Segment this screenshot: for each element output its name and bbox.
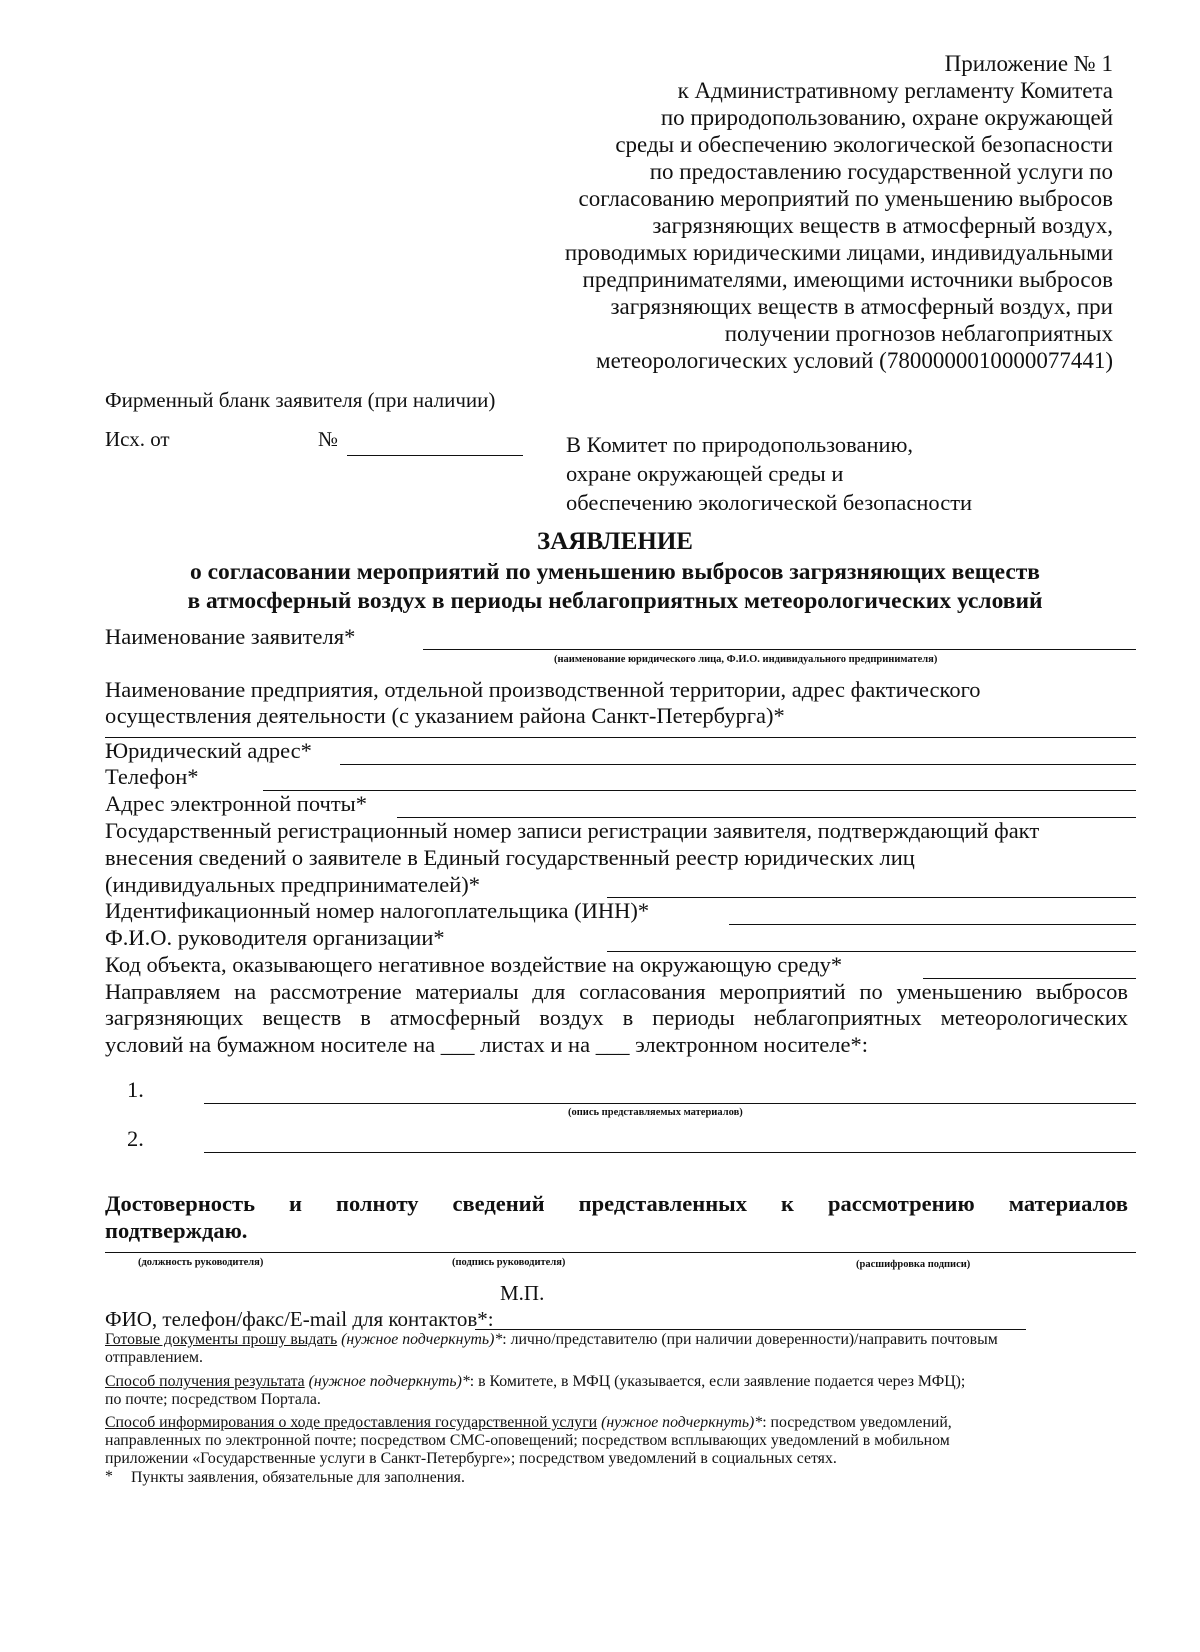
result-method-options[interactable]: : в Комитете, в МФЦ (указывается, если заявление подается через МФЦ); — [469, 1373, 966, 1390]
inform-method-options-cont[interactable]: направленных по электронной почте; посредством СМС-оповещений; посредством всплывающих уведомлений в мобильном — [105, 1432, 950, 1449]
inform-method-hint: (нужное подчеркнуть)* — [601, 1414, 763, 1431]
inform-method-note — [105, 1414, 952, 1432]
ready-docs-label: Готовые документы прошу выдать — [105, 1331, 338, 1348]
phone-label: Телефон* — [105, 764, 199, 789]
header-line: Приложение № 1 — [944, 51, 1113, 76]
applicant-name-caption: (наименование юридического лица, Ф.И.О. индивидуального предпринимателя) — [554, 654, 938, 665]
enterprise-label: осуществления деятельности (с указанием района Санкт-Петербурга)* — [105, 703, 785, 728]
stamp-place: М.П. — [500, 1281, 545, 1305]
signature-caption: (подпись руководителя) — [452, 1257, 566, 1268]
outgoing-number-field[interactable] — [347, 455, 523, 456]
outgoing-number-label: № — [318, 427, 339, 451]
reg-number-label: внесения сведений о заявителе в Единый государственный реестр юридических лиц — [105, 845, 915, 870]
object-code-label: Код объекта, оказывающего негативное воздействие на окружающую среду* — [105, 952, 843, 977]
inn-label: Идентификационный номер налогоплательщика (ИНН)* — [105, 898, 650, 923]
addressee-line: охране окружающей среды и — [566, 461, 844, 486]
enterprise-label: Наименование предприятия, отдельной производственной территории, адрес фактического — [105, 677, 981, 702]
document-title: ЗАЯВЛЕНИЕ — [537, 528, 693, 555]
confirmation-text: Достоверность и полноту сведений представленных к рассмотрению материалов — [105, 1191, 1128, 1216]
result-method-options-cont[interactable]: по почте; посредством Портала. — [105, 1391, 321, 1408]
footnote: Пункты заявления, обязательные для заполнения. — [131, 1469, 465, 1486]
submission-text: условий на бумажном носителе на ___ листах и на ___ электронном носителе*: — [105, 1032, 868, 1057]
document-subtitle: о согласовании мероприятий по уменьшению выбросов загрязняющих веществ — [190, 559, 1040, 585]
applicant-name-label: Наименование заявителя* — [105, 624, 356, 649]
reg-number-label: (индивидуальных предпринимателей)* — [105, 872, 480, 897]
materials-item-number: 1. — [127, 1077, 144, 1102]
legal-address-label: Юридический адрес* — [105, 738, 312, 763]
inform-method-label: Способ информирования о ходе предоставления государственной услуги — [105, 1414, 598, 1431]
header-line: к Административному регламенту Комитета — [677, 78, 1113, 103]
header-line: согласованию мероприятий по уменьшению выбросов — [578, 186, 1113, 211]
inform-method-options[interactable]: : посредством уведомлений, — [762, 1414, 952, 1431]
submission-text: загрязняющих веществ в атмосферный воздух в периоды неблагоприятных метеорологических — [105, 1005, 1128, 1030]
ready-docs-options[interactable]: : лично/представителю (при наличии доверенности)/направить почтовым — [502, 1331, 998, 1348]
footnote-mark: * — [105, 1468, 113, 1485]
outgoing-ref-label: Исх. от — [105, 427, 170, 451]
ready-docs-hint: (нужное подчеркнуть)* — [341, 1331, 503, 1348]
reg-number-field[interactable] — [607, 897, 1136, 898]
addressee-line: В Комитет по природопользованию, — [566, 432, 914, 457]
header-line: получении прогнозов неблагоприятных — [724, 321, 1113, 346]
header-line: предпринимателями, имеющими источники выбросов — [582, 267, 1113, 292]
confirmation-text: подтверждаю. — [105, 1218, 248, 1243]
result-method-note — [105, 1373, 965, 1391]
result-method-label: Способ получения результата — [105, 1373, 305, 1390]
header-line: загрязняющих веществ в атмосферный воздух, при — [610, 294, 1113, 319]
letterhead-note: Фирменный бланк заявителя (при наличии) — [105, 388, 496, 412]
result-method-hint: (нужное подчеркнуть)* — [308, 1373, 470, 1390]
header-line: метеорологических условий (7800000010000077441) — [596, 348, 1113, 373]
decoding-caption: (расшифровка подписи) — [856, 1259, 971, 1270]
contacts-label: ФИО, телефон/факс/E-mail для контактов*: — [105, 1307, 494, 1331]
addressee-line: обеспечению экологической безопасности — [566, 490, 973, 515]
header-line: проводимых юридическими лицами, индивидуальными — [564, 240, 1113, 265]
ready-docs-options-cont[interactable]: отправлением. — [105, 1349, 203, 1366]
reg-number-label: Государственный регистрационный номер записи регистрации заявителя, подтверждающий факт — [105, 818, 1040, 843]
inn-field[interactable] — [729, 924, 1136, 925]
director-label: Ф.И.О. руководителя организации* — [105, 925, 445, 950]
header-line: загрязняющих веществ в атмосферный воздух, — [652, 213, 1113, 238]
submission-text: Направляем на рассмотрение материалы для согласования мероприятий по уменьшению выбросов — [105, 979, 1128, 1004]
email-label: Адрес электронной почты* — [105, 791, 368, 816]
document-subtitle: в атмосферный воздух в периоды неблагоприятных метеорологических условий — [187, 588, 1043, 614]
contacts-field[interactable] — [475, 1329, 1026, 1330]
materials-item-field[interactable] — [204, 1103, 1136, 1104]
inform-method-options-cont[interactable]: приложении «Государственные услуги в Санкт-Петербурге»; посредством уведомлений в социальных сетях. — [105, 1450, 837, 1467]
legal-address-field[interactable] — [340, 764, 1136, 765]
header-line: по природопользованию, охране окружающей — [660, 105, 1113, 130]
header-line: по предоставлению государственной услуги по — [649, 159, 1113, 184]
applicant-name-field[interactable] — [423, 649, 1136, 650]
ready-docs-note — [105, 1331, 998, 1349]
phone-field[interactable] — [263, 790, 1136, 791]
materials-item-number: 2. — [127, 1126, 144, 1151]
header-line: среды и обеспечению экологической безопасности — [615, 132, 1113, 157]
materials-item-field[interactable] — [204, 1152, 1136, 1153]
position-caption: (должность руководителя) — [138, 1257, 264, 1268]
materials-caption: (опись представляемых материалов) — [568, 1107, 743, 1118]
signature-line[interactable] — [105, 1252, 1136, 1253]
